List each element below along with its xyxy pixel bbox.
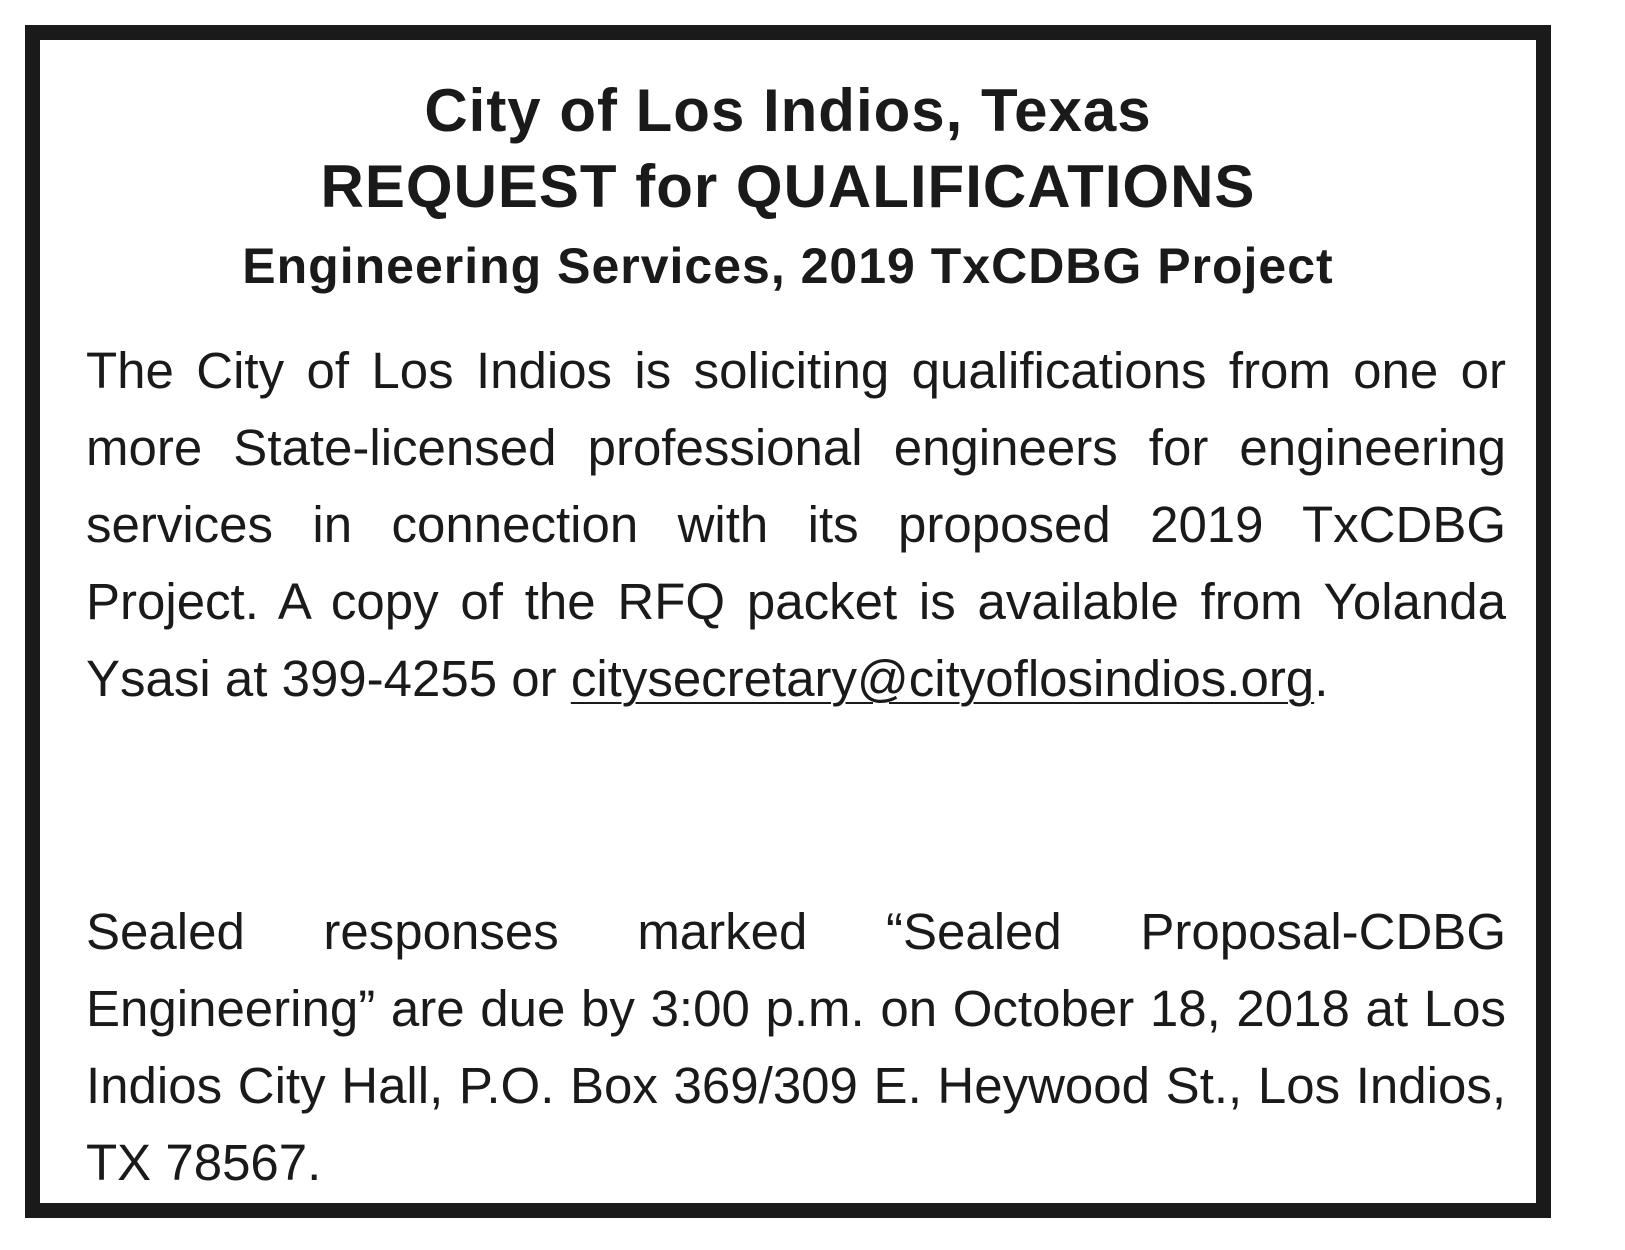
notice-box — [25, 25, 1551, 1218]
email-period: . — [1314, 650, 1329, 707]
deadline-paragraph: Sealed responses marked “Sealed Proposal-CDBG Engineering” are due by 3:00 p.m. on October 18, 2018 at Los Indios City Hall, P.O. Box 369/309 E. Heywood St., Los Indios, TX 78567. — [86, 903, 1506, 1191]
solicitation-text: The City of Los Indios is soliciting qualifications from one or more State-licensed professional engineers for engineering services in connection with its proposed 2019 TxCDBG Project. A copy of the RFQ packet is available from Yolanda Ysasi at 399-4255 or — [86, 342, 1506, 707]
city-title: City of Los Indios, Texas — [424, 77, 1152, 144]
project-subtitle: Engineering Services, 2019 TxCDBG Project — [242, 238, 1334, 294]
solicitation-paragraph — [86, 332, 1506, 717]
rfq-title: REQUEST for QUALIFICATIONS — [320, 153, 1256, 220]
contact-email-link[interactable]: citysecretary@cityoflosindios.org — [570, 650, 1315, 707]
